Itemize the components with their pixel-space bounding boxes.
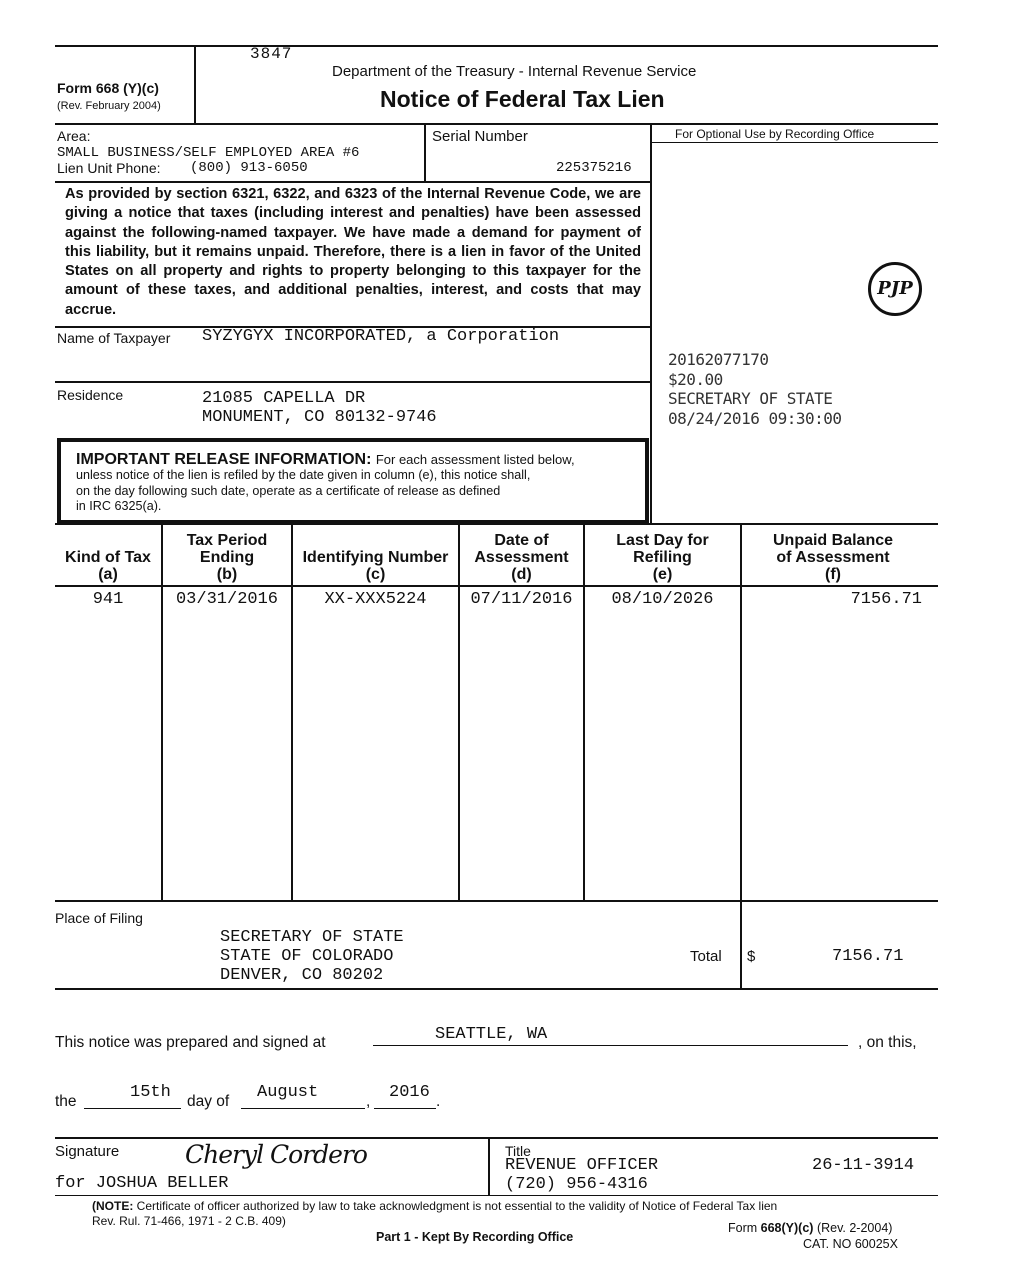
- footer-form-prefix: Form: [728, 1221, 758, 1235]
- cell-kind-of-tax: 941: [92, 590, 124, 609]
- prepared-text: This notice was prepared and signed at: [55, 1034, 326, 1051]
- taxpayer-label: Name of Taxpayer: [57, 330, 171, 346]
- department-line: Department of the Treasury - Internal Revenue Service: [332, 63, 697, 80]
- area-label: Area:: [57, 128, 91, 144]
- recording-stamp-office: SECRETARY OF STATE: [668, 389, 833, 408]
- recording-stamp-number: 20162077170: [668, 350, 769, 369]
- form-revision: (Rev. February 2004): [57, 100, 161, 112]
- footer-part-label: Part 1 - Kept By Recording Office: [376, 1230, 574, 1244]
- officer-phone: (720) 956-4316: [505, 1175, 648, 1194]
- title-label: Title: [505, 1143, 531, 1159]
- place-of-filing-line-3: DENVER, CO 80202: [220, 966, 384, 985]
- cell-last-day-refiling: 08/10/2026: [611, 590, 714, 609]
- officer-code: 26-11-3914: [812, 1156, 915, 1175]
- lien-unit-phone: (800) 913-6050: [190, 160, 308, 176]
- col-header-date-of-assessment: Date of Assessment (d): [474, 532, 569, 583]
- footer-catalog-number: CAT. NO 60025X: [803, 1237, 898, 1251]
- residence-line-1: 21085 CAPELLA DR: [202, 389, 366, 408]
- serial-number: 225375216: [556, 160, 632, 176]
- total-label: Total: [690, 948, 722, 965]
- col-header-tax-period: Tax Period Ending (b): [186, 532, 268, 583]
- area-value: SMALL BUSINESS/SELF EMPLOYED AREA #6: [57, 145, 360, 161]
- prepared-location: SEATTLE, WA: [435, 1025, 548, 1044]
- lien-unit-phone-label: Lien Unit Phone:: [57, 160, 161, 176]
- residence-line-2: MONUMENT, CO 80132-9746: [202, 408, 437, 427]
- comma-separator: ,: [366, 1093, 371, 1110]
- cell-identifying-number: XX-XXX5224: [324, 590, 427, 609]
- footer-note-text: Certificate of officer authorized by law to take acknowledgment is not essential to the validity of Notice of Federal Tax lien: [136, 1199, 778, 1213]
- recording-initials-seal: [868, 262, 922, 316]
- place-of-filing-label: Place of Filing: [55, 910, 143, 926]
- signed-day: 15th: [130, 1083, 171, 1102]
- signed-month: August: [257, 1083, 319, 1102]
- notice-paragraph: As provided by section 6321, 6322, and 6323 of the Internal Revenue Code, we are giving a notice that taxes (including interest and penalties) have been assessed against the following-named taxpayer. We have made a demand for payment of this liability, but it remains unpaid. Therefore, there is a lien in favor of the United States on all property and rights to property belonging to this taxpayer for the amount of these taxes, and additional penalties, interest, and costs that may accrue.: [65, 186, 641, 318]
- col-header-identifying-number: Identifying Number (c): [302, 549, 449, 583]
- residence-label: Residence: [57, 387, 124, 403]
- recording-initials-text: PJP: [877, 278, 913, 299]
- release-info-line-4: in IRC 6325(a).: [76, 499, 162, 513]
- release-info-heading: IMPORTANT RELEASE INFORMATION:: [76, 451, 372, 468]
- place-of-filing-line-2: STATE OF COLORADO: [220, 947, 394, 966]
- col-header-kind-of-tax: Kind of Tax (a): [65, 549, 151, 583]
- col-header-last-day-for-refiling: Last Day for Refiling (e): [616, 532, 709, 583]
- footer-note: [92, 1199, 777, 1214]
- release-info-line-3: on the day following such date, operate as a certificate of release as defined: [76, 483, 501, 498]
- footer-note-line-2: Rev. Rul. 71-466, 1971 - 2 C.B. 409): [92, 1214, 286, 1228]
- footer-form-rev: (Rev. 2-2004): [816, 1221, 893, 1235]
- cell-date-of-assessment: 07/11/2016: [470, 590, 573, 609]
- cell-tax-period: 03/31/2016: [175, 590, 279, 609]
- serial-number-label: Serial Number: [432, 128, 528, 145]
- day-of-label: day of: [187, 1093, 230, 1110]
- form-name: Form 668 (Y)(c): [57, 80, 159, 96]
- the-label: the: [55, 1093, 77, 1110]
- release-info-line-2: unless notice of the lien is refiled by the date given in column (e), this notice shall,: [76, 468, 531, 482]
- col-header-unpaid-balance: Unpaid Balance of Assessment (f): [772, 532, 894, 583]
- page-title: Notice of Federal Tax Lien: [380, 86, 665, 112]
- footer-form-code: 668(Y)(c): [760, 1221, 814, 1235]
- date-period: .: [436, 1093, 441, 1110]
- officer-title: REVENUE OFFICER: [505, 1156, 659, 1175]
- signer-name: for JOSHUA BELLER: [55, 1174, 229, 1193]
- handwritten-signature: Cheryl Cordero: [185, 1140, 367, 1169]
- recording-office-label: For Optional Use by Recording Office: [675, 127, 875, 141]
- prepared-suffix: , on this,: [858, 1034, 917, 1051]
- footer-form-id: [728, 1221, 892, 1235]
- signed-year: 2016: [389, 1083, 430, 1102]
- cell-unpaid-balance: 7156.71: [850, 590, 922, 609]
- total-amount: 7156.71: [832, 947, 904, 966]
- signature-label: Signature: [55, 1143, 120, 1160]
- recording-stamp-fee: $20.00: [668, 370, 723, 389]
- taxpayer-name: SYZYGYX INCORPORATED, a Corporation: [202, 327, 560, 346]
- recording-stamp-datetime: 08/24/2016 09:30:00: [668, 409, 842, 428]
- release-info-text: [76, 451, 636, 515]
- place-of-filing-line-1: SECRETARY OF STATE: [220, 928, 404, 947]
- document-number: 3847: [250, 45, 293, 63]
- total-currency: $: [747, 948, 756, 965]
- release-info-line-1: For each assessment listed below,: [375, 452, 575, 467]
- footer-note-label: (NOTE:: [92, 1199, 134, 1213]
